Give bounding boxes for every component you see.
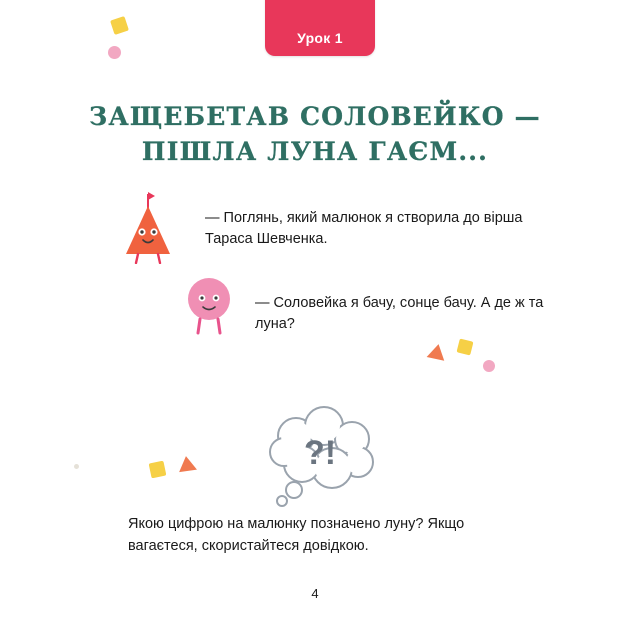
page-number: 4	[311, 586, 319, 601]
page-title	[0, 100, 630, 169]
confetti-triangle-orange-1	[427, 342, 448, 360]
lesson-tab-label: Урок 1	[297, 30, 343, 46]
confetti-square-yellow-3	[149, 461, 167, 479]
lesson-tab	[265, 0, 375, 56]
page-title-line-2: ПІШЛА ЛУНА ГАЄМ...	[141, 136, 489, 166]
confetti-dot-gray	[74, 464, 79, 469]
thought-bubble-icon	[262, 406, 382, 510]
confetti-square-yellow-2	[457, 339, 474, 356]
thought-bubble-symbols: ?!	[303, 434, 337, 472]
ball-character-icon	[182, 276, 236, 338]
dialogue-line-1: — Поглянь, який малюнок я створила до вірша Тараса Шевченка.	[205, 210, 523, 248]
triangle-character-icon	[118, 192, 174, 264]
dialogue-line-2: — Соловейка я бачу, сонце бачу. А де ж та луна?	[255, 295, 544, 333]
page-title-line-1: ЗАЩЕБЕТАВ СОЛОВЕЙКО —	[89, 102, 541, 131]
closing-question-text: Якою цифрою на малюнку позначено луну? Якщо вагаєтеся, скористайтеся довідкою.	[128, 516, 465, 554]
confetti-circle-pink-1	[108, 46, 121, 59]
confetti-circle-pink-2	[483, 360, 495, 372]
confetti-triangle-orange-2	[177, 455, 197, 472]
confetti-square-yellow-1	[110, 16, 129, 35]
